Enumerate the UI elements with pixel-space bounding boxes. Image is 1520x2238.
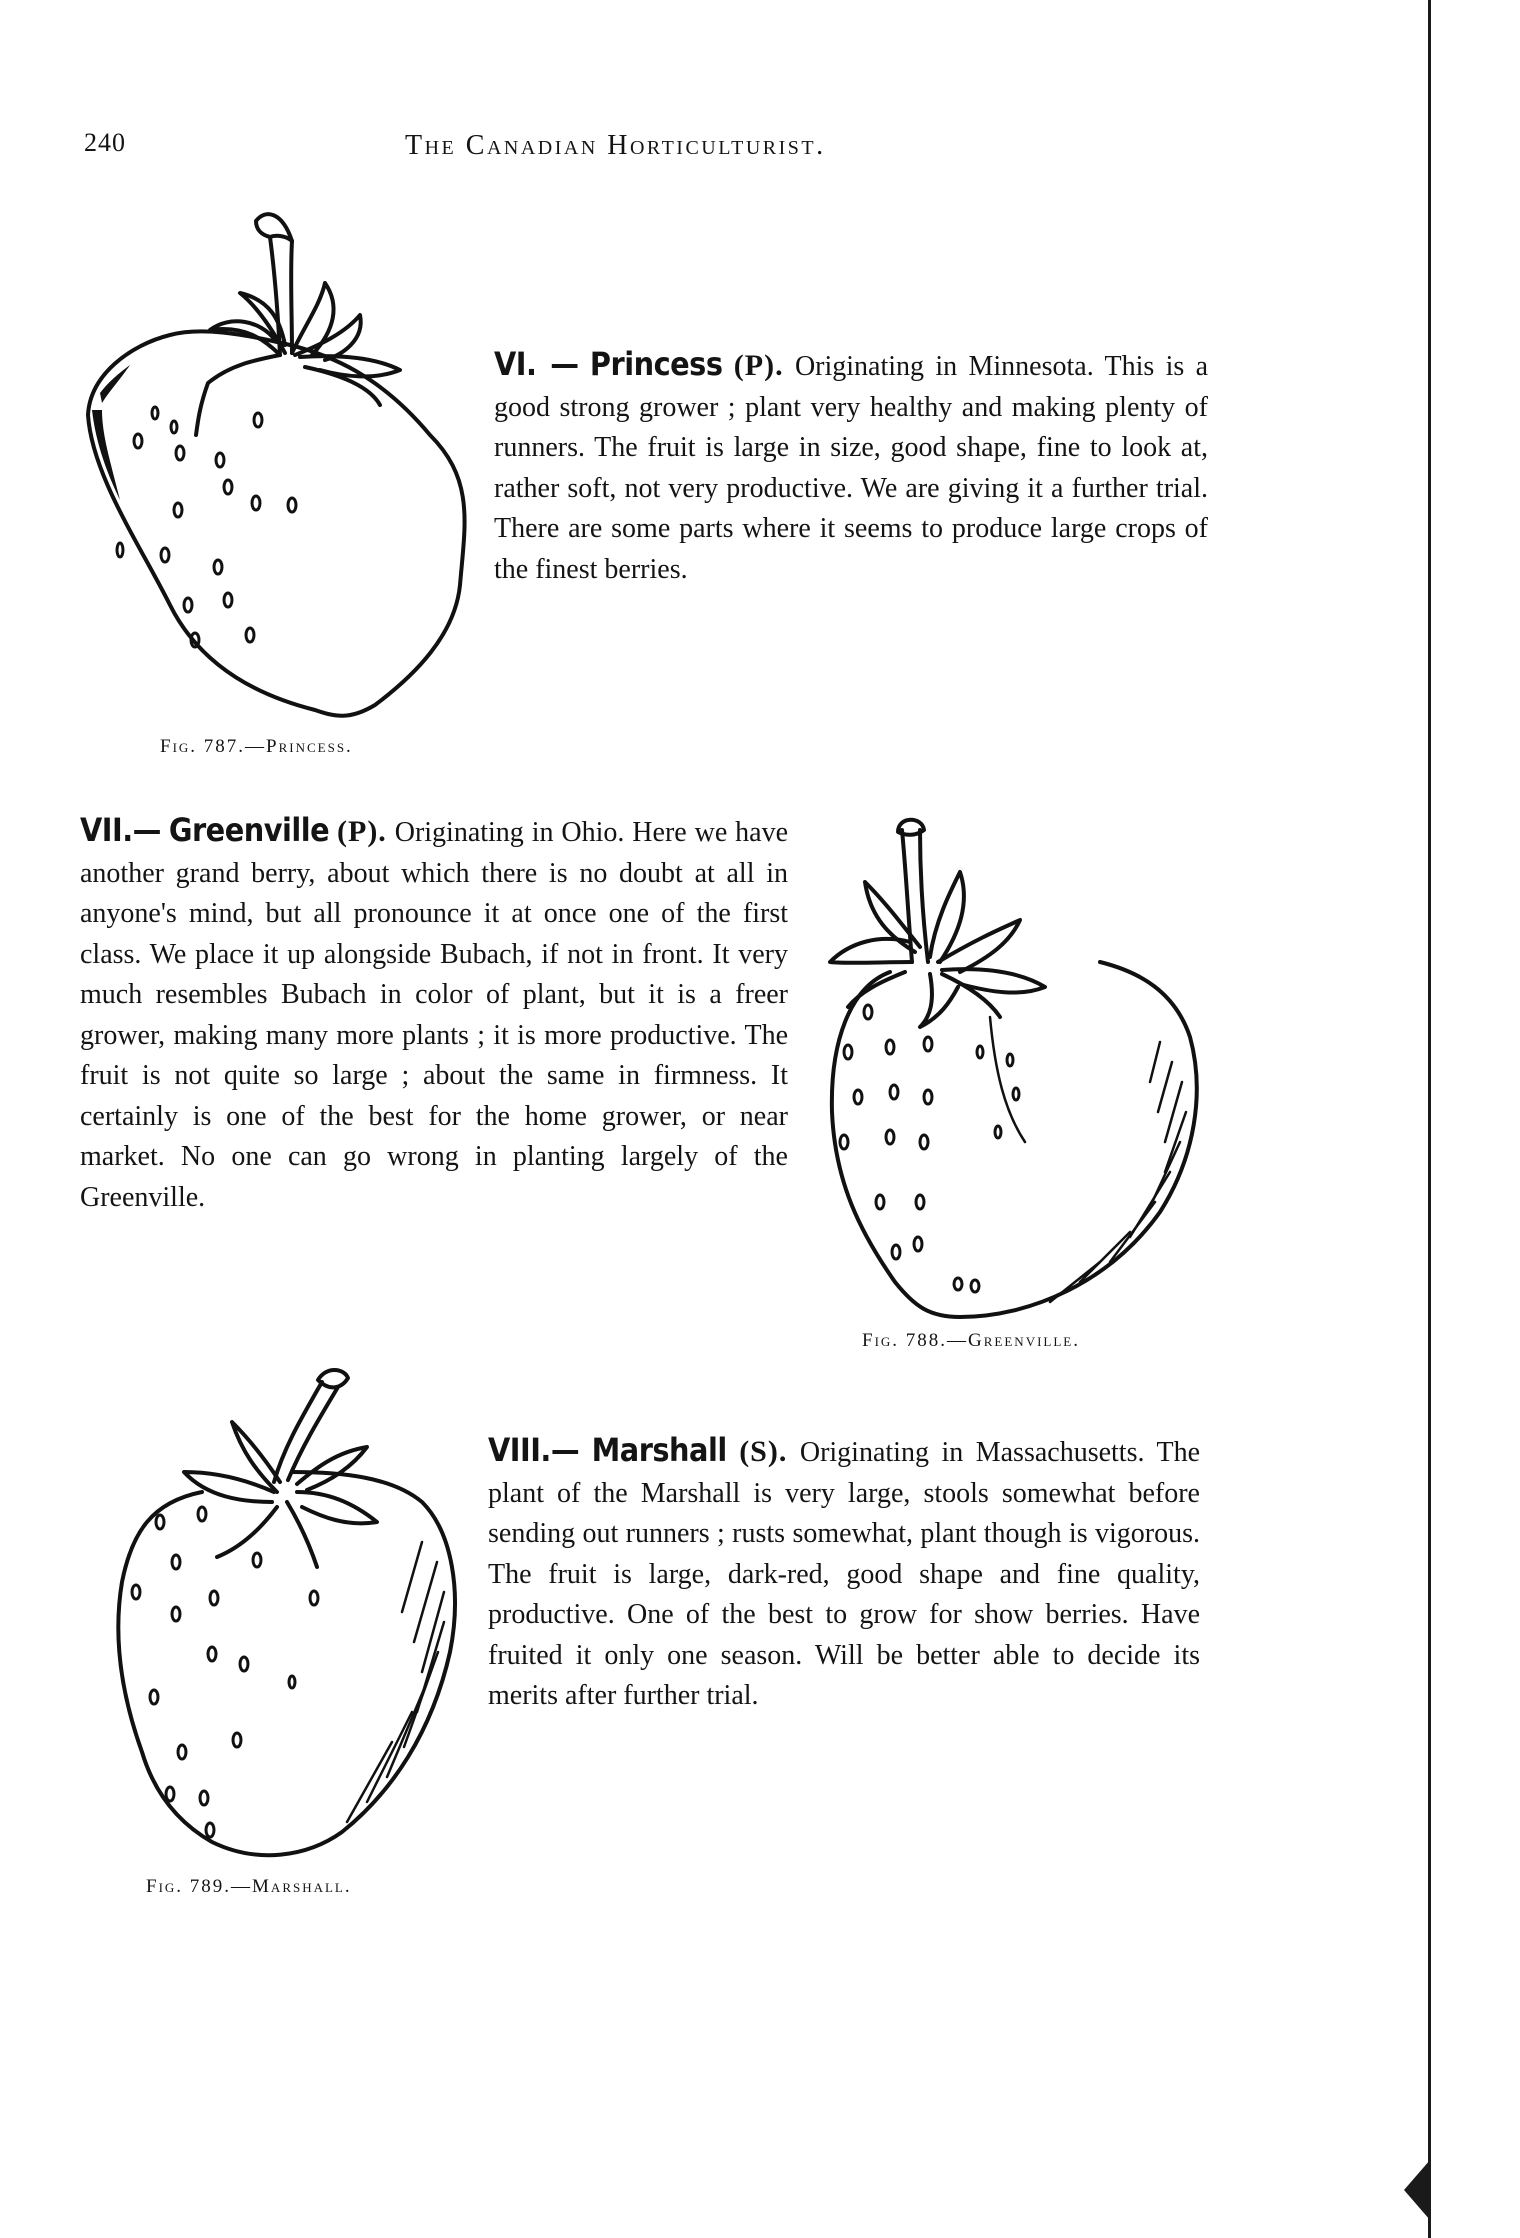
- variety-type-code: (S).: [739, 1435, 788, 1468]
- figure-788-caption: Fig. 788.—Greenville.: [862, 1330, 1080, 1351]
- binding-mark: [1404, 2160, 1430, 2220]
- variety-type-code: (P).: [337, 815, 387, 848]
- entry-princess: [494, 344, 1208, 590]
- entry-numeral: VII.—: [80, 811, 161, 849]
- entry-greenville: [80, 810, 788, 1218]
- page-edge-rule: [1428, 0, 1431, 2238]
- entry-marshall: [488, 1430, 1200, 1717]
- page-number: 240: [84, 128, 126, 157]
- variety-name: Marshall: [591, 1431, 727, 1469]
- entry-numeral: VIII.—: [488, 1431, 580, 1469]
- variety-type-code: (P).: [733, 349, 784, 382]
- greenville-strawberry-illustration: [820, 812, 1220, 1332]
- variety-name: Greenville: [168, 811, 330, 849]
- entry-text: Originating in Ohio. Here we have another grand berry, about which there is no doubt at all in anyone's mind, but all pronounce it at once one of the first class. We place it up alongside Bubach, if not in front. It very much resembles Bubach in color of plant, but it is a freer grower, making many more plants ; it is more productive. The fruit is not quite so large ; about the same in firmness. It certainly is one of the best for the home grower, or near market. No one can go wrong in planting largely of the Greenville.: [80, 817, 789, 1213]
- entry-text: Originating in Massachusetts. The plant of the Marshall is very large, stools somewhat before sending out runners ; rusts somewhat, plant though is vigorous. The fruit is large, dark-red, good shape and fine quality, productive. One of the best to grow for show berries. Have fruited it only one season. Will be better able to decide its merits after further trial.: [488, 1437, 1200, 1711]
- figure-787-caption: Fig. 787.—Princess.: [160, 736, 353, 757]
- entry-numeral: VI. —: [494, 345, 579, 383]
- marshall-strawberry-illustration: [92, 1352, 472, 1872]
- figure-789-caption: Fig. 789.—Marshall.: [146, 1876, 352, 1897]
- journal-title: The Canadian Horticulturist.: [405, 130, 826, 161]
- princess-strawberry-illustration: [80, 205, 490, 725]
- entry-text: Originating in Minnesota. This is a good strong grower ; plant very healthy and making plenty of runners. The fruit is large in size, good shape, fine to look at, rather soft, not very productive. We are giving it a further trial. There are some parts where it seems to produce large crops of the finest berries.: [494, 351, 1209, 585]
- variety-name: Princess: [589, 345, 723, 383]
